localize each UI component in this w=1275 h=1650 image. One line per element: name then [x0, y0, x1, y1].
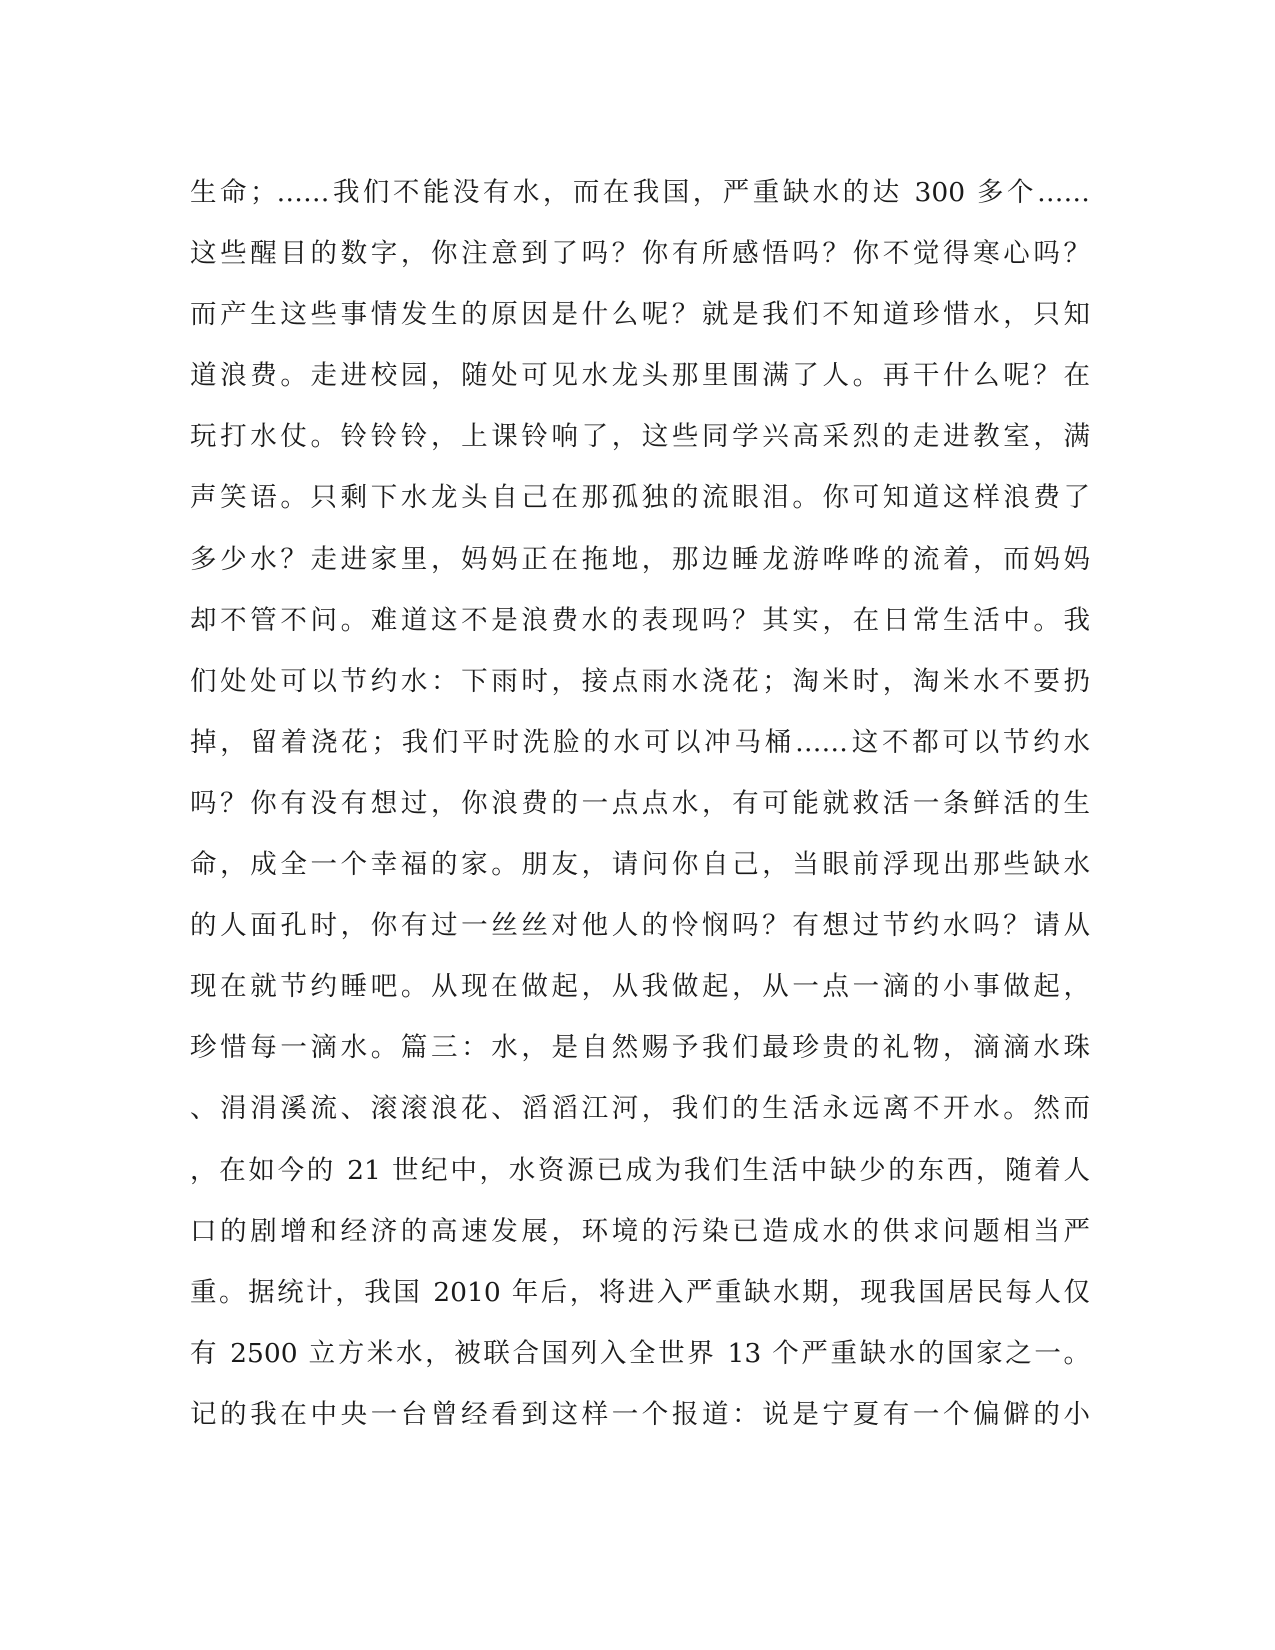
text-line: 现在就节约睡吧。从现在做起，从我做起，从一点一滴的小事做起，: [190, 971, 1090, 1003]
text-line: 口的剧增和经济的高速发展，环境的污染已造成水的供求问题相当严: [190, 1215, 1090, 1247]
text-line: 、涓涓溪流、滚滚浪花、滔滔江河，我们的生活永远离不开水。然而: [190, 1093, 1090, 1125]
text-line: 多少水？走进家里，妈妈正在拖地，那边睡龙游哗哗的流着，而妈妈: [190, 543, 1090, 575]
text-line: 道浪费。走进校园，随处可见水龙头那里围满了人。再干什么呢？在: [190, 360, 1090, 392]
text-line: 有 2500 立方米水，被联合国列入全世界 13 个严重缺水的国家之一。: [190, 1337, 1090, 1369]
text-line: ，在如今的 21 世纪中，水资源已成为我们生活中缺少的东西，随着人: [190, 1154, 1090, 1186]
text-line: 们处处可以节约水：下雨时，接点雨水浇花；淘米时，淘米水不要扔: [190, 665, 1090, 697]
text-line: 玩打水仗。铃铃铃，上课铃响了，这些同学兴高采烈的走进教室，满: [190, 421, 1090, 453]
text-line: 珍惜每一滴水。篇三：水，是自然赐予我们最珍贵的礼物，滴滴水珠: [190, 1032, 1090, 1064]
text-line: 重。据统计，我国 2010 年后，将进入严重缺水期，现我国居民每人仅: [190, 1276, 1090, 1308]
text-line: 吗？你有没有想过，你浪费的一点点水，有可能就救活一条鲜活的生: [190, 787, 1090, 819]
text-line: 的人面孔时，你有过一丝丝对他人的怜悯吗？有想过节约水吗？请从: [190, 910, 1090, 942]
text-line: 而产生这些事情发生的原因是什么呢？就是我们不知道珍惜水，只知: [190, 299, 1090, 331]
body-text: [190, 162, 1090, 1445]
text-line: 却不管不问。难道这不是浪费水的表现吗？其实，在日常生活中。我: [190, 604, 1090, 636]
text-line: 这些醒目的数字，你注意到了吗？你有所感悟吗？你不觉得寒心吗？: [190, 238, 1090, 270]
text-line: 掉，留着浇花；我们平时洗脸的水可以冲马桶……这不都可以节约水: [190, 726, 1090, 758]
text-line: 命，成全一个幸福的家。朋友，请问你自己，当眼前浮现出那些缺水: [190, 849, 1090, 881]
text-line: 记的我在中央一台曾经看到这样一个报道：说是宁夏有一个偏僻的小: [190, 1398, 1090, 1430]
text-line: 声笑语。只剩下水龙头自己在那孤独的流眼泪。你可知道这样浪费了: [190, 482, 1090, 514]
text-line: 生命；……我们不能没有水，而在我国，严重缺水的达 300 多个……: [190, 177, 1090, 208]
